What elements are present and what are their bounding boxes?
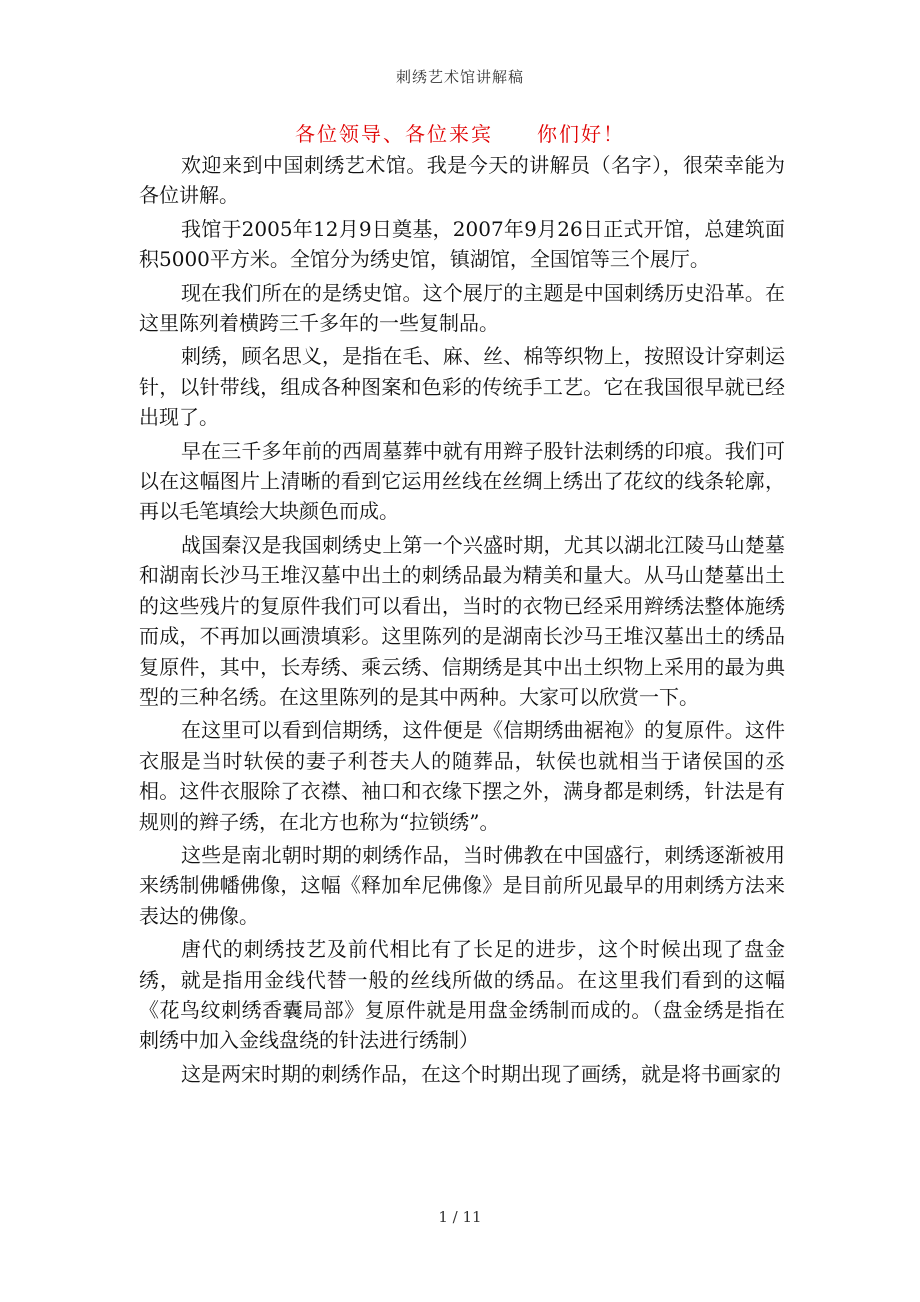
paragraph-museum-info: 我馆于2005年12月9日奠基，2007年9月26日正式开馆，总建筑面积5000平方米。全馆分为绣史馆，镇湖馆，全国馆等三个展厅。 (139, 216, 785, 272)
greeting-title: 各位领导、各位来宾 你们好！ (295, 122, 625, 146)
paragraph-tang-dynasty: 唐代的刺绣技艺及前代相比有了长足的进步，这个时候出现了盘金绣，就是指用金线代替一般的丝线所做的绣品。在这里我们看到的这幅《花鸟纹刺绣香囊局部》复原件就是用盘金绣制而成的。（盘金绣是指在刺绣中加入金线盘绕的针法进行绣制） (139, 937, 785, 1053)
paragraph-song-dynasty: 这是两宋时期的刺绣作品，在这个时期出现了画绣，就是将书画家的 (181, 1061, 781, 1086)
paragraph-embroidery-definition: 刺绣，顾名思义，是指在毛、麻、丝、棉等织物上，按照设计穿刺运针，以针带线，组成各种图案和色彩的传统手工艺。它在我国很早就已经出现了。 (139, 344, 785, 430)
paragraph-welcome: 欢迎来到中国刺绣艺术馆。我是今天的讲解员（名字），很荣幸能为各位讲解。 (139, 153, 785, 208)
paragraph-current-hall: 现在我们所在的是绣史馆。这个展厅的主题是中国刺绣历史沿革。在这里陈列着横跨三千多年的一些复制品。 (139, 280, 785, 336)
paragraph-western-zhou: 早在三千多年前的西周墓葬中就有用辫子股针法刺绣的印痕。我们可以在这幅图片上清晰的看到它运用丝线在丝绸上绣出了花纹的线条轮廓，再以毛笔填绘大块颜色而成。 (139, 438, 785, 524)
document-body (139, 150, 785, 1092)
paragraph-warring-states-han: 战国秦汉是我国刺绣史上第一个兴盛时期，尤其以湖北江陵马山楚墓和湖南长沙马王堆汉墓中出土的刺绣品最为精美和量大。从马山楚墓出土的这些残片的复原件我们可以看出，当时的衣物已经采用辫绣法整体施绣而成，不再加以画溃填彩。这里陈列的是湖南长沙马王堆汉墓出土的绣品复原件，其中，长寿绣、乘云绣、信期绣是其中出土织物上采用的最为典型的三种名绣。在这里陈列的是其中两种。大家可以欣赏一下。 (139, 532, 785, 709)
paragraph-xinqi-embroidery: 在这里可以看到信期绣，这件便是《信期绣曲裾袍》的复原件。这件衣服是当时轪侯的妻子利苍夫人的随葬品，轪侯也就相当于诸侯国的丞相。这件衣服除了衣襟、袖口和衣缘下摆之外，满身都是刺绣，针法是有规则的辫子绣，在北方也称为“拉锁绣”。 (139, 718, 785, 834)
page-indicator: 1 / 11 (438, 1208, 482, 1226)
paragraph-southern-northern: 这些是南北朝时期的刺绣作品，当时佛教在中国盛行，刺绣逐渐被用来绣制佛幡佛像，这幅《释加牟尼佛像》是目前所见最早的用刺绣方法来表达的佛像。 (139, 842, 785, 928)
page-header: 刺绣艺术馆讲解稿 (395, 68, 524, 86)
